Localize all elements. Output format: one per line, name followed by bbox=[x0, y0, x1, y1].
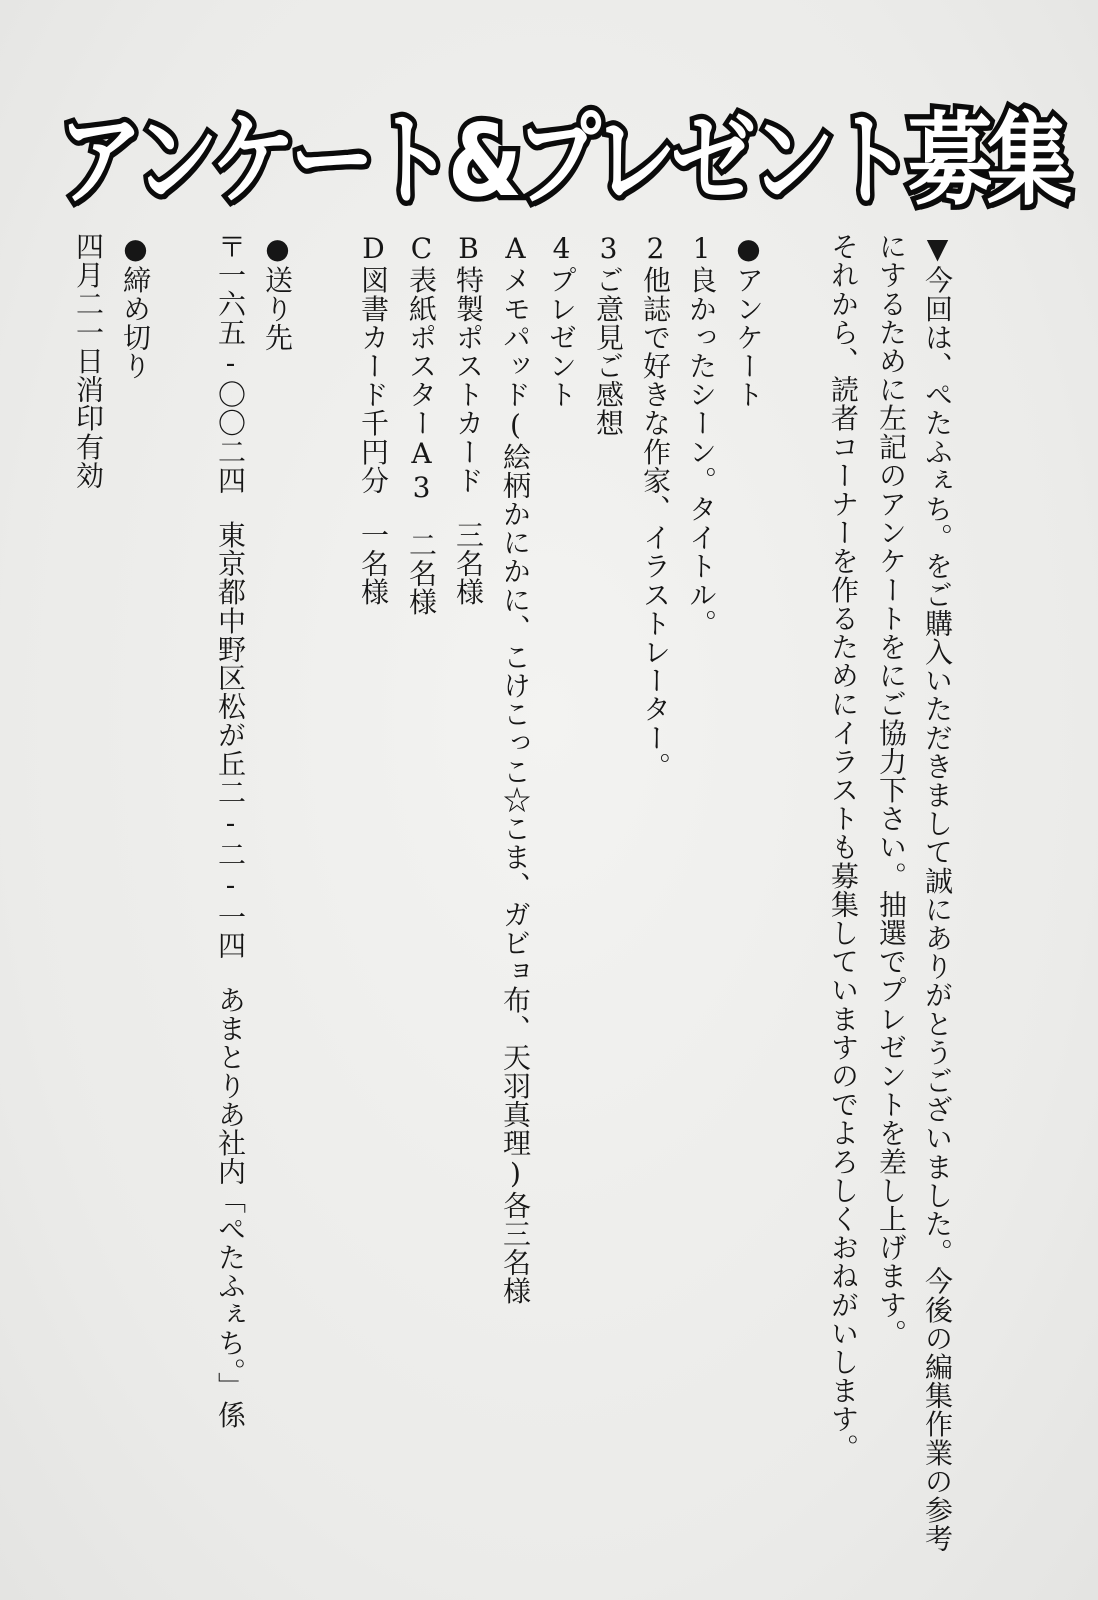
intro-line-3: それから、読者コーナーを作るためにイラストも募集していますのでよろしくおねがいします。 bbox=[827, 232, 860, 1462]
intro-line-2: にするために左記のアンケートをにご協力下さい。抽選でプレゼントを差し上げます。 bbox=[875, 232, 908, 1348]
prize-d bbox=[358, 232, 388, 1592]
prize-c-count: 二名様 bbox=[405, 530, 438, 617]
survey-heading: ●アンケート bbox=[732, 232, 765, 409]
page-title: アンケート&プレゼント募集 bbox=[58, 103, 1066, 220]
prize-d-name: D図書カード千円分 bbox=[357, 232, 390, 495]
prize-b-name: B特製ポストカード bbox=[452, 232, 485, 495]
address-attention: あまとりあ社内「ぺたふぇち。」係 bbox=[214, 985, 247, 1430]
deadline-heading: ●締め切り bbox=[119, 232, 152, 380]
survey-question-3: 3ご意見ご感想 bbox=[592, 232, 625, 438]
survey-question-1: 1良かったシーン。タイトル。 bbox=[685, 232, 718, 638]
prize-c-name: C表紙ポスターA3 bbox=[405, 232, 438, 505]
prize-c bbox=[406, 232, 436, 1592]
survey-question-4: 4プレゼント bbox=[545, 232, 578, 409]
prize-a: Aメモパッド(絵柄かにかに、こけこっこ☆こま、ガビョ布、天羽真理)各三名様 bbox=[499, 232, 532, 1306]
address-postal-code: 〒一六五-〇〇二四 bbox=[214, 232, 247, 495]
prize-d-count: 一名様 bbox=[357, 520, 390, 607]
address-heading: ●送り先 bbox=[261, 232, 294, 352]
intro-line-1: ▼今回は、ぺたふぇち。をご購入いただきまして誠にありがとうございました。今後の編集作業の参考 bbox=[921, 232, 954, 1553]
prize-b bbox=[453, 232, 483, 1592]
survey-question-2: 2他誌で好きな作家、イラストレーター。 bbox=[639, 232, 672, 781]
deadline-date: 四月二一日消印有効 bbox=[72, 232, 105, 490]
prize-b-count: 三名様 bbox=[452, 520, 485, 607]
address-street: 東京都中野区松が丘二-二-一四 bbox=[214, 520, 247, 960]
address-line bbox=[215, 232, 245, 1592]
